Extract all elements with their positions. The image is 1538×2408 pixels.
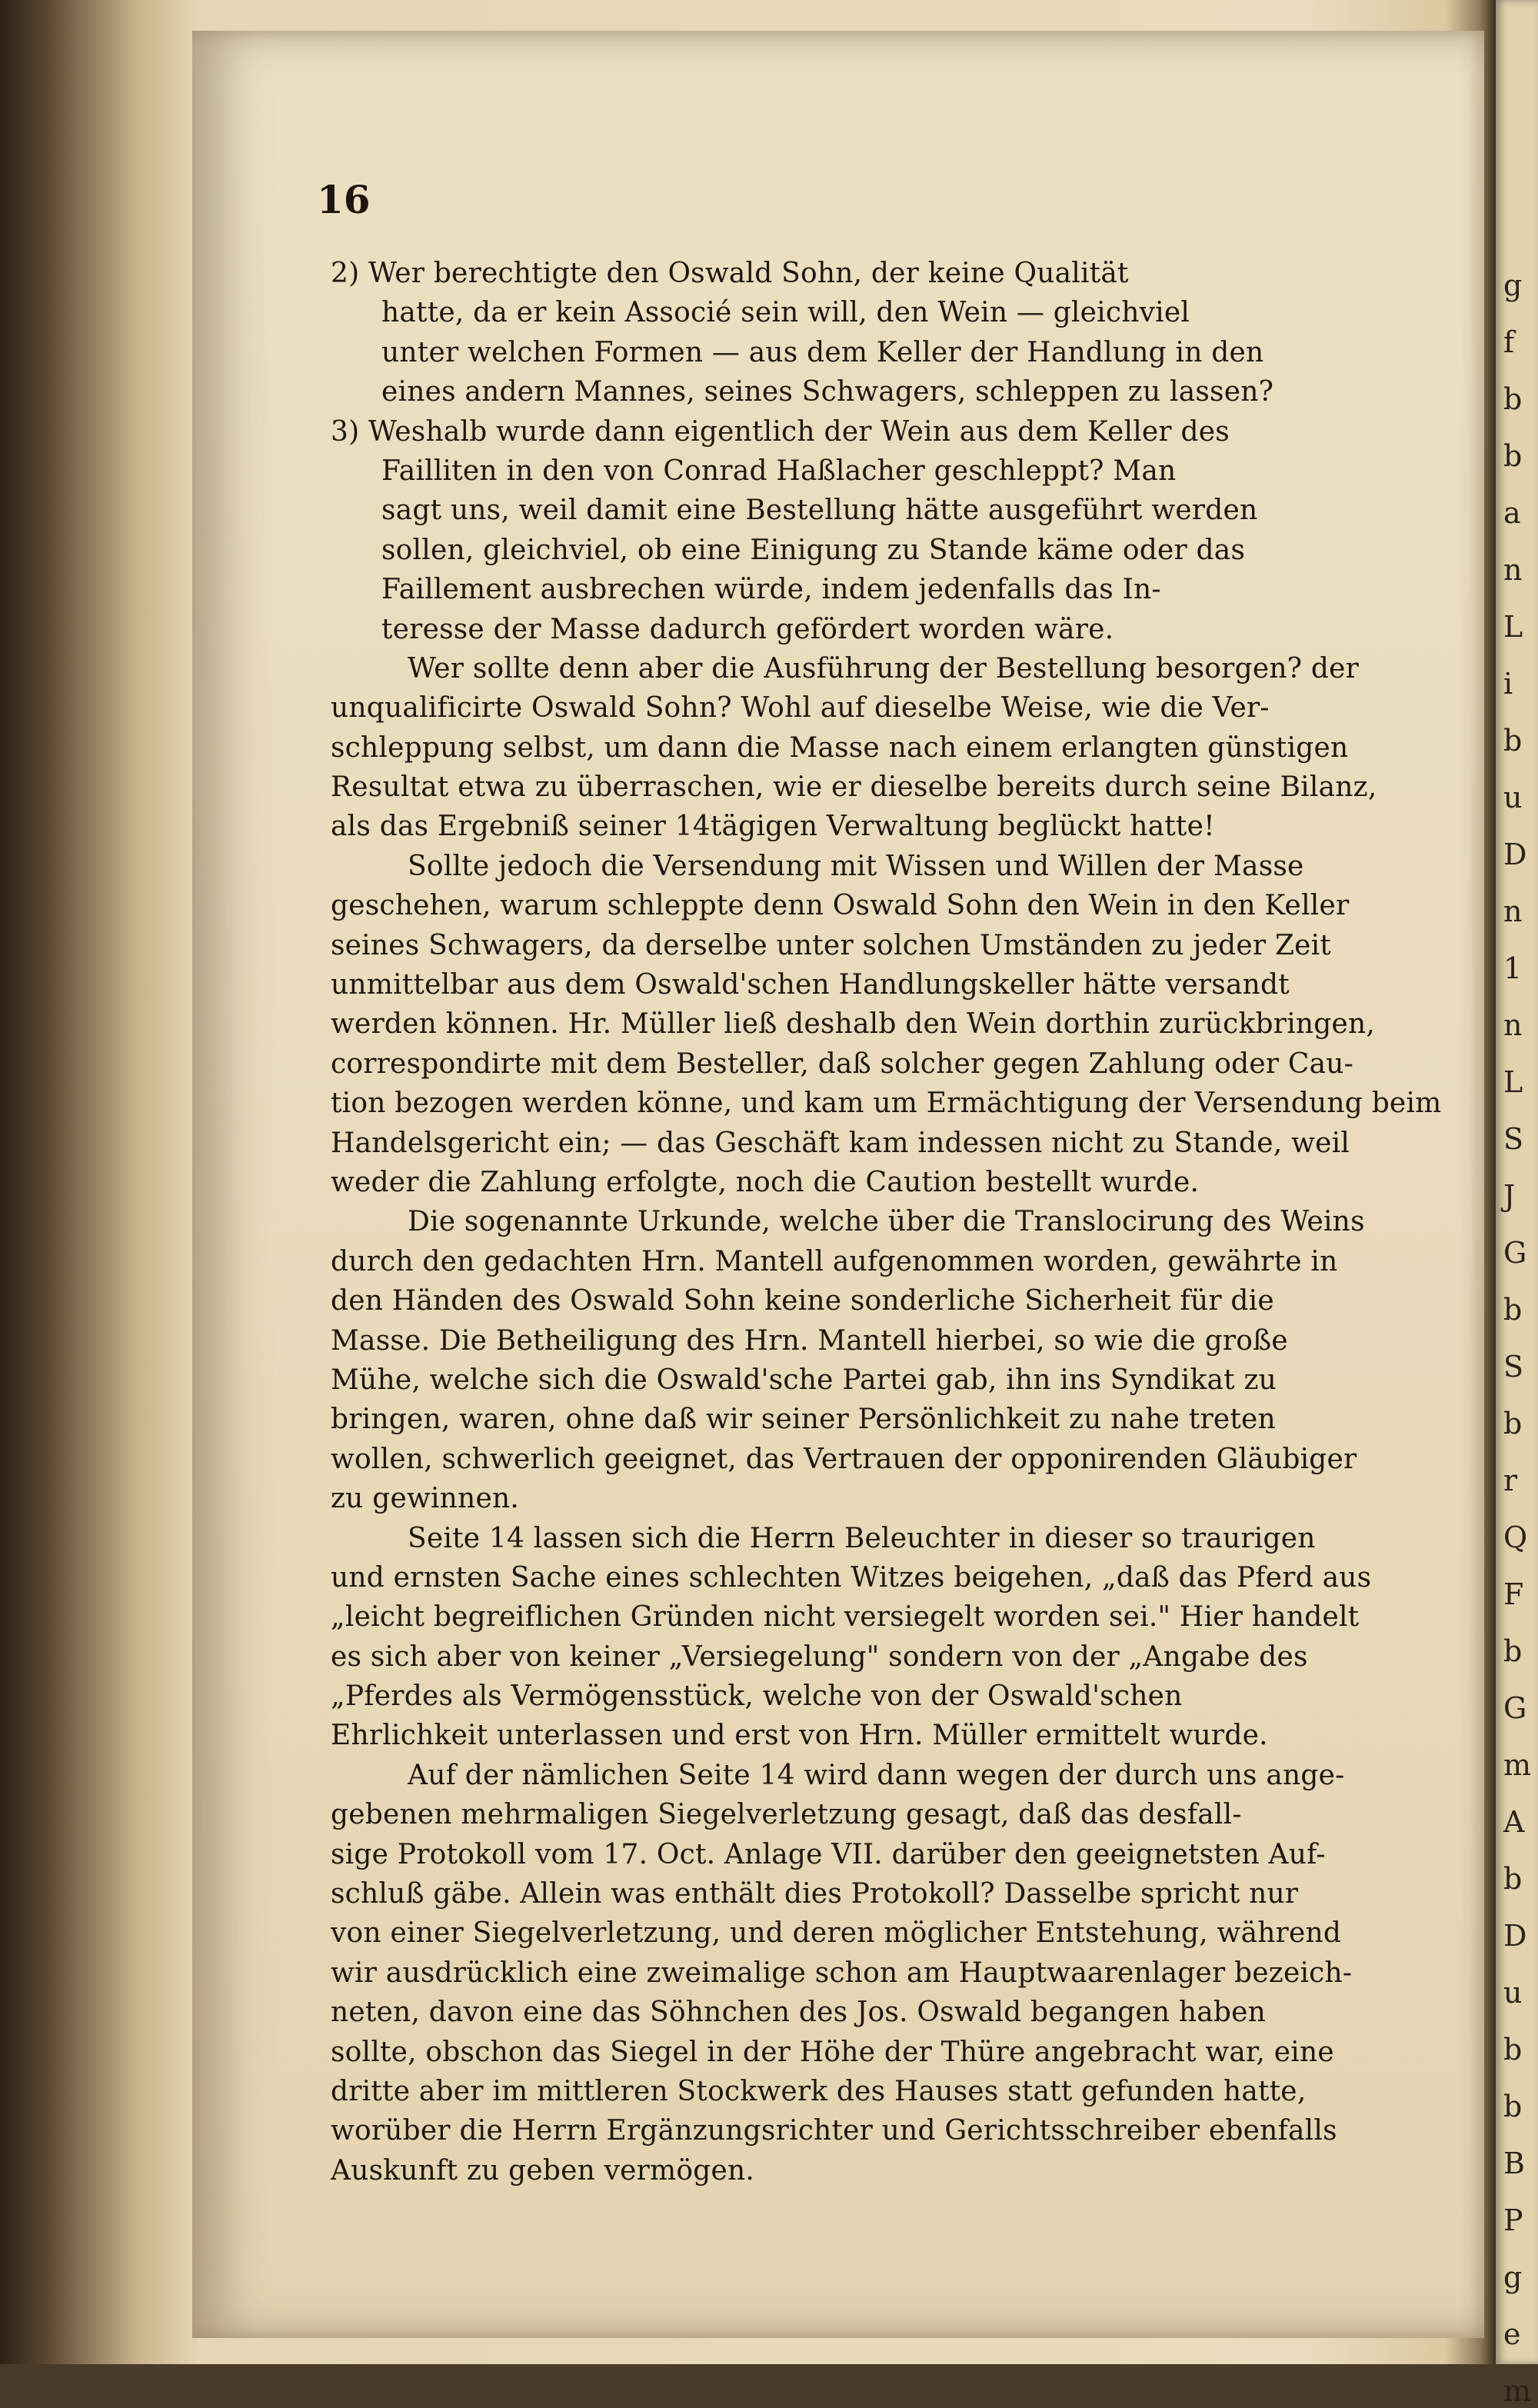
text-line: und ernsten Sache eines schlechten Witzes beigehen, „daß das Pferd aus <box>331 1561 1372 1594</box>
text-line: zu gewinnen. <box>331 1483 519 1515</box>
text-line: Failliten in den von Conrad Haßlacher geschleppt? Man <box>381 455 1177 487</box>
next-page-edge-char: n <box>1503 894 1523 928</box>
next-page-edge <box>1496 0 1538 2408</box>
next-page-edge-char: S <box>1503 1350 1524 1384</box>
text-line: unter welchen Formen — aus dem Keller der Handlung in den <box>381 336 1264 368</box>
text-line: sige Protokoll vom 17. Oct. Anlage VII. darüber den geeignetsten Auf- <box>331 1838 1326 1870</box>
text-line: unqualificirte Oswald Sohn? Wohl auf dieselbe Weise, wie die Ver- <box>331 692 1270 724</box>
text-line: hatte, da er kein Associé sein will, den Wein — gleichviel <box>381 297 1190 329</box>
next-page-edge-char: b <box>1503 1634 1523 1668</box>
text-line: Faillement ausbrechen würde, indem jedenfalls das In- <box>381 574 1161 606</box>
text-line: correspondirte mit dem Besteller, daß solcher gegen Zahlung oder Cau- <box>331 1047 1354 1080</box>
page-number: 16 <box>317 177 371 222</box>
next-page-edge-char: b <box>1503 1407 1523 1440</box>
text-line: durch den gedachten Hrn. Mantell aufgenommen worden, gewährte in <box>331 1245 1338 1277</box>
next-page-edge-char: g <box>1503 268 1523 302</box>
next-page-edge-char: r <box>1503 1464 1518 1497</box>
next-page-edge-char: b <box>1503 2033 1523 2067</box>
paragraph-3 <box>331 1202 1476 1518</box>
text-line: tion bezogen werden könne, und kam um Ermächtigung der Versendung beim <box>331 1087 1442 1120</box>
paragraph-1 <box>331 649 1476 847</box>
next-page-edge-char: u <box>1503 1976 1523 2010</box>
next-page-edge-char: F <box>1503 1577 1524 1611</box>
text-line: 3) Weshalb wurde dann eigentlich der Wein aus dem Keller des <box>331 415 1230 448</box>
next-page-edge-char: b <box>1503 2090 1523 2123</box>
text-line: geschehen, warum schleppte denn Oswald Sohn den Wein in den Keller <box>331 890 1350 922</box>
text-line: als das Ergebniß seiner 14tägigen Verwaltung beglückt hatte! <box>331 811 1215 843</box>
next-page-edge-char: 1 <box>1503 951 1523 985</box>
text-line: sollen, gleichviel, ob eine Einigung zu Stande käme oder das <box>381 534 1246 566</box>
text-line: 2) Wer berechtigte den Oswald Sohn, der keine Qualität <box>331 258 1129 289</box>
text-line: teresse der Masse dadurch gefördert worden wäre. <box>381 613 1114 645</box>
next-page-edge-char: b <box>1503 724 1523 758</box>
next-page-edge-char: Q <box>1503 1520 1528 1554</box>
numbered-item-3 <box>331 412 1476 649</box>
text-line: Seite 14 lassen sich die Herrn Beleuchter in dieser so traurigen <box>408 1522 1316 1554</box>
next-page-edge-char: m <box>1503 1748 1532 1782</box>
paragraph-4 <box>331 1519 1476 1756</box>
next-page-edge-char: b <box>1503 1862 1523 1896</box>
next-page-edge-char: f <box>1503 325 1515 359</box>
next-page-edge-char: u <box>1503 781 1523 814</box>
text-line: „leicht begreiflichen Gründen nicht versiegelt worden sei." Hier handelt <box>331 1601 1360 1634</box>
text-line: schleppung selbst, um dann die Masse nach einem erlangten günstigen <box>331 731 1349 764</box>
text-line: „Pferdes als Vermögensstück, welche von der Oswald'schen <box>331 1680 1183 1713</box>
text-line: gebenen mehrmaligen Siegelverletzung gesagt, daß das desfall- <box>331 1799 1242 1831</box>
text-line: Die sogenannte Urkunde, welche über die Translocirung des Weins <box>408 1206 1365 1238</box>
text-line: sollte, obschon das Siegel in der Höhe der Thüre angebracht war, eine <box>331 2036 1334 2068</box>
text-line: Handelsgericht ein; — das Geschäft kam indessen nicht zu Stande, weil <box>331 1127 1350 1159</box>
text-line: neten, davon eine das Söhnchen des Jos. Oswald begangen haben <box>331 1997 1267 2029</box>
text-line: Resultat etwa zu überraschen, wie er dieselbe bereits durch seine Bilanz, <box>331 771 1377 804</box>
paragraph-2 <box>331 847 1476 1203</box>
text-line: sagt uns, weil damit eine Bestellung hätte ausgeführt werden <box>381 495 1258 527</box>
text-line: Masse. Die Betheiligung des Hrn. Mantell hierbei, so wie die große <box>331 1324 1288 1357</box>
text-line: bringen, waren, ohne daß wir seiner Persönlichkeit zu nahe treten <box>331 1404 1276 1436</box>
next-page-edge-char: G <box>1503 1236 1527 1270</box>
next-page-edge-char: g <box>1503 2260 1523 2294</box>
text-line: werden können. Hr. Müller ließ deshalb den Wein dorthin zurückbringen, <box>331 1008 1376 1041</box>
text-line: es sich aber von keiner „Versiegelung" sondern von der „Angabe des <box>331 1640 1308 1673</box>
text-line: Auf der nämlichen Seite 14 wird dann wegen der durch uns ange- <box>408 1759 1345 1791</box>
next-page-edge-char: J <box>1503 1179 1516 1213</box>
text-line: wollen, schwerlich geeignet, das Vertrauen der opponirenden Gläubiger <box>331 1443 1357 1475</box>
next-page-edge-char: P <box>1503 2203 1523 2237</box>
text-line: worüber die Herrn Ergänzungsrichter und Gerichtsschreiber ebenfalls <box>331 2115 1337 2147</box>
page-text <box>331 254 1476 2190</box>
next-page-edge-char: b <box>1503 439 1523 473</box>
text-line: unmittelbar aus dem Oswald'schen Handlungskeller hätte versandt <box>331 969 1290 1001</box>
text-line: dritte aber im mittleren Stockwerk des Hauses statt gefunden hatte, <box>331 2075 1307 2107</box>
next-page-edge-char: a <box>1503 496 1521 530</box>
next-page-edge-char: n <box>1503 553 1523 587</box>
next-page-edge-char: L <box>1503 1065 1523 1099</box>
next-page-edge-char: D <box>1503 838 1527 871</box>
next-page-edge-char: G <box>1503 1691 1527 1725</box>
text-line: weder die Zahlung erfolgte, noch die Caution bestellt wurde. <box>331 1166 1200 1198</box>
text-line: Auskunft zu geben vermögen. <box>331 2154 755 2187</box>
text-line: Ehrlichkeit unterlassen und erst von Hrn. Müller ermittelt wurde. <box>331 1720 1268 1752</box>
text-line: Sollte jedoch die Versendung mit Wissen und Willen der Masse <box>408 850 1304 882</box>
next-page-edge-char: i <box>1503 667 1513 701</box>
next-page-edge-char: e <box>1503 2317 1521 2351</box>
text-line: eines andern Mannes, seines Schwagers, schleppen zu lassen? <box>381 376 1274 408</box>
next-page-edge-char: D <box>1503 1919 1527 1953</box>
text-line: von einer Siegelverletzung, und deren möglicher Entstehung, während <box>331 1917 1342 1950</box>
next-page-edge-char: B <box>1503 2147 1525 2180</box>
next-page-edge-char: b <box>1503 1293 1523 1327</box>
next-page-edge-char: A <box>1503 1805 1525 1839</box>
paragraph-5 <box>331 1756 1476 2190</box>
text-line: Wer sollte denn aber die Ausführung der Bestellung besorgen? der <box>408 652 1360 684</box>
text-line: wir ausdrücklich eine zweimalige schon am Hauptwaarenlager bezeich- <box>331 1957 1353 1989</box>
next-page-edge-char: L <box>1503 610 1523 644</box>
numbered-item-2 <box>331 254 1476 412</box>
text-line: schluß gäbe. Allein was enthält dies Protokoll? Dasselbe spricht nur <box>331 1878 1299 1910</box>
text-line: Mühe, welche sich die Oswald'sche Partei gab, ihn ins Syndikat zu <box>331 1364 1277 1396</box>
next-page-edge-char: m <box>1503 2374 1532 2408</box>
next-page-edge-char: b <box>1503 382 1523 416</box>
text-line: seines Schwagers, da derselbe unter solchen Umständen zu jeder Zeit <box>331 929 1332 961</box>
next-page-edge-char: S <box>1503 1122 1524 1156</box>
text-line: den Händen des Oswald Sohn keine sonderliche Sicherheit für die <box>331 1285 1274 1317</box>
next-page-edge-char: n <box>1503 1008 1523 1042</box>
